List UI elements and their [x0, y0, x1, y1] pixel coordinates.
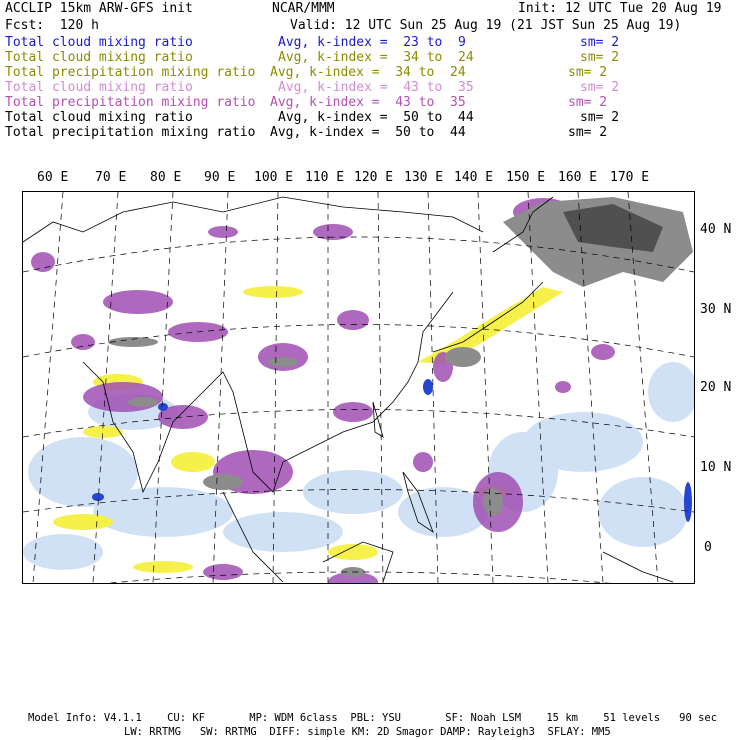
- legend-field: Total cloud mixing ratio: [5, 110, 193, 125]
- lat-label: 30 N: [700, 302, 732, 317]
- model-title: ACCLIP 15km ARW-GFS init: [5, 1, 193, 16]
- legend-sm: sm= 2: [580, 110, 620, 125]
- model-info-line2: LW: RRTMG SW: RRTMG DIFF: simple KM: 2D Smagor DAMP: Rayleigh3 SFLAY: MM5: [124, 726, 611, 738]
- legend-avg: Avg, k-index = 43 to 35: [270, 95, 466, 110]
- lon-label: 70 E: [95, 170, 127, 185]
- legend-avg: Avg, k-index = 43 to 35: [278, 80, 474, 95]
- legend-field: Total precipitation mixing ratio: [5, 95, 256, 110]
- lon-label: 90 E: [204, 170, 236, 185]
- legend-sm: sm= 2: [568, 65, 608, 80]
- legend-avg: Avg, k-index = 34 to 24: [270, 65, 466, 80]
- lon-label: 130 E: [404, 170, 444, 185]
- legend-sm: sm= 2: [568, 125, 608, 140]
- lon-label: 140 E: [454, 170, 494, 185]
- legend-field: Total cloud mixing ratio: [5, 35, 193, 50]
- legend-avg: Avg, k-index = 34 to 24: [278, 50, 474, 65]
- init-time: Init: 12 UTC Tue 20 Aug 19: [518, 1, 722, 16]
- model-info-line1: Model Info: V4.1.1 CU: KF MP: WDM 6class PBL: YSU SF: Noah LSM 15 km 51 levels 90 sec: [28, 712, 718, 724]
- map-canvas: [23, 192, 694, 583]
- lon-label: 160 E: [558, 170, 598, 185]
- legend-sm: sm= 2: [568, 95, 608, 110]
- legend-avg: Avg, k-index = 50 to 44: [270, 125, 466, 140]
- lat-label: 0: [704, 540, 712, 555]
- lat-label: 10 N: [700, 460, 732, 475]
- lon-label: 110 E: [305, 170, 345, 185]
- valid-time: Valid: 12 UTC Sun 25 Aug 19 (21 JST Sun 25 Aug 19): [290, 18, 682, 33]
- lat-label: 40 N: [700, 222, 732, 237]
- legend-sm: sm= 2: [580, 80, 620, 95]
- legend-avg: Avg, k-index = 50 to 44: [278, 110, 474, 125]
- forecast-hour: Fcst: 120 h: [5, 18, 99, 33]
- legend-sm: sm= 2: [580, 50, 620, 65]
- legend-avg: Avg, k-index = 23 to 9: [278, 35, 466, 50]
- legend-field: Total cloud mixing ratio: [5, 80, 193, 95]
- legend-field: Total precipitation mixing ratio: [5, 125, 256, 140]
- lon-label: 100 E: [254, 170, 294, 185]
- forecast-map: [22, 191, 695, 584]
- legend-sm: sm= 2: [580, 35, 620, 50]
- lat-label: 20 N: [700, 380, 732, 395]
- legend-field: Total cloud mixing ratio: [5, 50, 193, 65]
- lon-label: 60 E: [37, 170, 69, 185]
- lon-label: 120 E: [354, 170, 394, 185]
- lon-label: 150 E: [506, 170, 546, 185]
- lon-label: 170 E: [610, 170, 650, 185]
- lon-label: 80 E: [150, 170, 182, 185]
- legend-field: Total precipitation mixing ratio: [5, 65, 256, 80]
- center-name: NCAR/MMM: [272, 1, 335, 16]
